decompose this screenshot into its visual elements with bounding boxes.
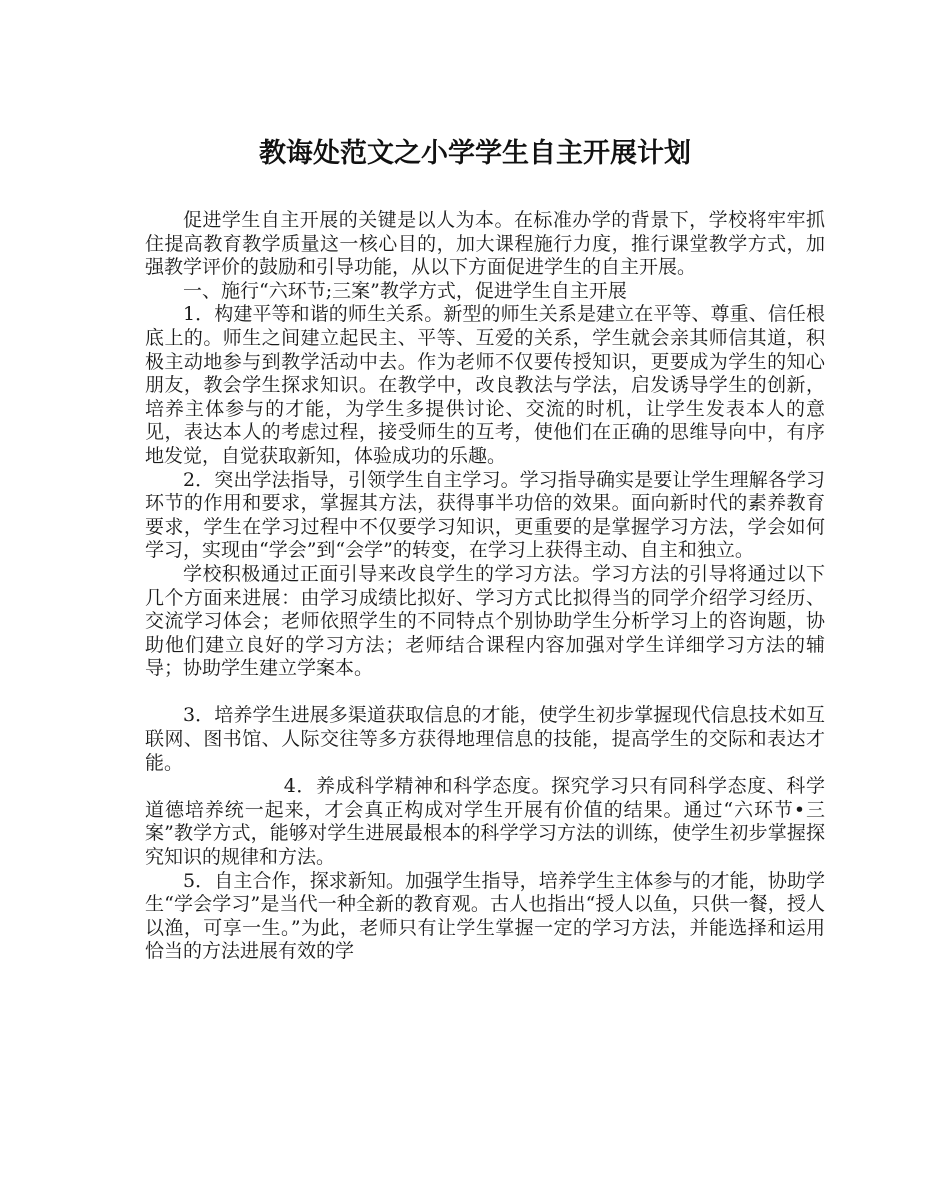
paragraph-item-4: 4．养成科学精神和科学态度。探究学习只有同科学态度、科学道德培养统一起来，才会真正构成对学生开展有价值的结果。通过“六环节•三案”教学方式，能够对学生进展最根本的科学学习方法的训练，使学生初步掌握探究知识的规律和方法。 [145, 775, 825, 869]
paragraph-item-2: 2．突出学法指导，引领学生自主学习。学习指导确实是要让学生理解各学习环节的作用和要求，掌握其方法，获得事半功倍的效果。面向新时代的素养教育要求，学生在学习过程中不仅要学习知识，更重要的是掌握学习方法，学会如何学习，实现由“学会”到“会学”的转变，在学习上获得主动、自主和独立。 [145, 468, 825, 562]
paragraph-item-5: 5．自主合作，探求新知。加强学生指导，培养学生主体参与的才能，协助学生“学会学习”是当代一种全新的教育观。古人也指出“授人以鱼，只供一餐，授人以渔，可享一生。”为此，老师只有让学生掌握一定的学习方法，并能选择和运用恰当的方法进展有效的学 [145, 869, 825, 963]
paragraph-study-methods: 学校积极通过正面引导来改良学生的学习方法。学习方法的引导将通过以下几个方面来进展：由学习成绩比拟好、学习方式比拟得当的同学介绍学习经历、交流学习体会；老师依照学生的不同特点个别协助学生分析学习上的咨询题，协助他们建立良好的学习方法；老师结合课程内容加强对学生详细学习方法的辅导；协助学生建立学案本。 [145, 562, 825, 680]
paragraph-item-3: 3．培养学生进展多渠道获取信息的才能，使学生初步掌握现代信息技术如互联网、图书馆、人际交往等多方获得地理信息的技能，提高学生的交际和表达才能。 [145, 704, 825, 774]
document-body [145, 209, 825, 964]
section-heading-1: 一、施行“六环节;三案”教学方式，促进学生自主开展 [183, 279, 627, 302]
document-title: 教诲处范文之小学学生自主开展计划 [259, 138, 691, 169]
paragraph-item-1: 1．构建平等和谐的师生关系。新型的师生关系是建立在平等、尊重、信任根底上的。师生之间建立起民主、平等、互爱的关系，学生就会亲其师信其道，积极主动地参与到教学活动中去。作为老师不仅要传授知识，更要成为学生的知心朋友，教会学生探求知识。在教学中，改良教法与学法，启发诱导学生的创新，培养主体参与的才能，为学生多提供讨论、交流的时机，让学生发表本人的意见，表达本人的考虑过程，接受师生的互考，使他们在正确的思维导向中，有序地发觉，自觉获取新知，体验成功的乐趣。 [145, 303, 825, 467]
intro-paragraph: 促进学生自主开展的关键是以人为本。在标准办学的背景下，学校将牢牢抓住提高教育教学质量这一核心目的，加大课程施行力度，推行课堂教学方式，加强教学评价的鼓励和引导功能，从以下方面促进学生的自主开展。 [145, 209, 825, 279]
